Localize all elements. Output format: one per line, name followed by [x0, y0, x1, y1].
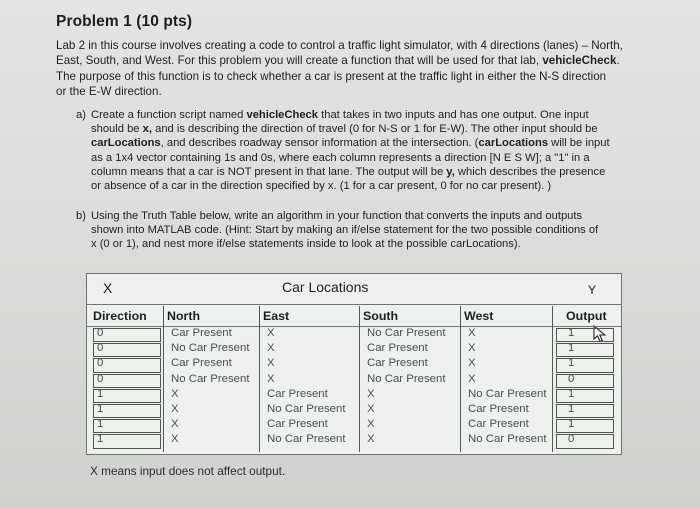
cell-east: X [267, 342, 275, 355]
cell-north: Car Present [171, 327, 232, 339]
cell-south: X [367, 433, 375, 446]
cell-output: 1 [568, 342, 575, 355]
cell-west: X [468, 327, 476, 339]
truth-table [86, 273, 622, 455]
cell-south: X [367, 418, 375, 431]
cell-output: 1 [568, 418, 575, 431]
cell-direction: 1 [97, 387, 104, 400]
cell-south: X [367, 403, 375, 415]
header-divider [87, 304, 621, 305]
cell-north: No Car Present [171, 342, 250, 355]
cell-south: X [367, 387, 375, 400]
cell-north: Car Present [171, 357, 232, 370]
part-a-label: a) [76, 109, 86, 121]
direction-cell-box [93, 374, 161, 388]
part-a-line: Create a function script named vehicleCheck that takes in two inputs and has one output. One input [91, 109, 589, 121]
column-divider [259, 306, 260, 452]
output-cell-box [556, 328, 614, 342]
cell-west: No Car Present [468, 433, 547, 446]
group-header-car-locations: Car Locations [282, 279, 369, 295]
cell-north: X [171, 387, 179, 400]
column-header-divider [87, 326, 621, 327]
part-a-line: should be x, and is describing the direction of travel (0 for N-S or 1 for E-W). The other input should be [91, 123, 598, 136]
cell-north: X [171, 433, 179, 446]
direction-cell-box [93, 343, 161, 357]
cell-direction: 0 [97, 327, 104, 339]
column-header-north: North [167, 309, 201, 323]
direction-cell-box [93, 358, 161, 372]
cell-south: No Car Present [367, 327, 446, 339]
group-header-x: X [103, 280, 113, 296]
part-b-line: Using the Truth Table below, write an algorithm in your function that converts the inputs and outputs [91, 210, 583, 222]
cell-east: X [267, 357, 275, 370]
output-cell-box [556, 343, 614, 357]
direction-cell-box [93, 419, 161, 433]
column-divider [163, 306, 164, 452]
cell-north: No Car Present [171, 372, 250, 385]
cell-direction: 1 [97, 403, 104, 415]
cell-west: Car Present [468, 418, 529, 431]
part-a-line: carLocations, and describes roadway sensor information at the intersection. (carLocations will be input [91, 137, 610, 150]
cell-south: Car Present [367, 357, 428, 370]
direction-cell-box [93, 434, 161, 448]
cell-output: 1 [568, 357, 575, 370]
part-b-line: shown into MATLAB code. (Hint: Start by making an if/else statement for the two possible conditions of [91, 224, 599, 237]
cell-output: 1 [568, 403, 575, 415]
cell-east: No Car Present [267, 403, 346, 415]
cell-west: X [468, 357, 476, 370]
cell-west: X [468, 372, 476, 385]
column-divider [460, 306, 461, 452]
cell-direction: 0 [97, 342, 104, 355]
cell-north: X [171, 403, 179, 415]
direction-cell-box [93, 389, 161, 403]
column-header-output: Output [566, 309, 607, 323]
cell-direction: 1 [97, 418, 104, 431]
cell-output: 1 [568, 327, 575, 339]
output-cell-box [556, 358, 614, 372]
direction-cell-box [93, 328, 161, 342]
output-cell-box [556, 404, 614, 418]
cell-west: Car Present [468, 403, 529, 415]
cell-east: Car Present [267, 418, 328, 431]
cell-south: Car Present [367, 342, 428, 355]
column-divider [359, 306, 360, 452]
intro-line: Lab 2 in this course involves creating a code to control a traffic light simulator, with 4 directions (lanes) – North, [56, 39, 623, 52]
cell-east: X [267, 327, 275, 339]
part-b-line: x (0 or 1), and nest more if/else statements inside to look at the possible carLocations). [91, 238, 521, 251]
intro-line: The purpose of this function is to check whether a car is present at the traffic light in either the N-S direction [56, 69, 607, 83]
cell-south: No Car Present [367, 372, 446, 385]
column-header-direction: Direction [93, 309, 147, 323]
part-a-line: column means that a car is NOT present in that lane. The output will be y, which describes the presence [91, 165, 606, 178]
cell-east: Car Present [267, 387, 328, 400]
column-header-south: South [363, 309, 399, 323]
cell-east: No Car Present [267, 433, 346, 446]
output-cell-box [556, 374, 614, 388]
table-note: X means input does not affect output. [90, 464, 286, 478]
direction-cell-box [93, 404, 161, 418]
column-header-east: East [263, 309, 290, 323]
cell-direction: 0 [97, 357, 104, 370]
cell-output: 0 [568, 433, 575, 446]
column-divider [552, 306, 553, 452]
cell-output: 1 [568, 387, 575, 400]
cell-west: No Car Present [468, 387, 547, 400]
problem-title: Problem 1 (10 pts) [56, 13, 193, 30]
output-cell-box [556, 389, 614, 403]
part-a-line: as a 1x4 vector containing 1s and 0s, where each column represents a direction [N E S W]; a "1" in a [91, 151, 590, 164]
cell-direction: 1 [97, 433, 104, 446]
cell-west: X [468, 342, 476, 355]
part-a [76, 108, 670, 193]
cell-east: X [267, 372, 275, 385]
intro-line: East, South, and West. For this problem you will create a function that will be used for that lab, vehicleCheck. [56, 54, 620, 68]
intro-line: or the E-W direction. [56, 85, 162, 99]
cell-output: 0 [568, 372, 575, 385]
group-header-y: Y [588, 283, 597, 297]
column-header-west: West [464, 309, 494, 323]
problem-intro [56, 38, 666, 100]
output-cell-box [556, 434, 614, 448]
cell-north: X [171, 418, 179, 431]
output-cell-box [556, 419, 614, 433]
cell-direction: 0 [97, 372, 104, 385]
part-b [76, 209, 670, 252]
part-b-body [91, 209, 670, 252]
part-a-body [91, 108, 670, 193]
part-b-label: b) [76, 210, 86, 222]
part-a-line: or absence of a car in the direction specified by x. (1 for a car present, 0 for no car present). ) [91, 180, 552, 193]
